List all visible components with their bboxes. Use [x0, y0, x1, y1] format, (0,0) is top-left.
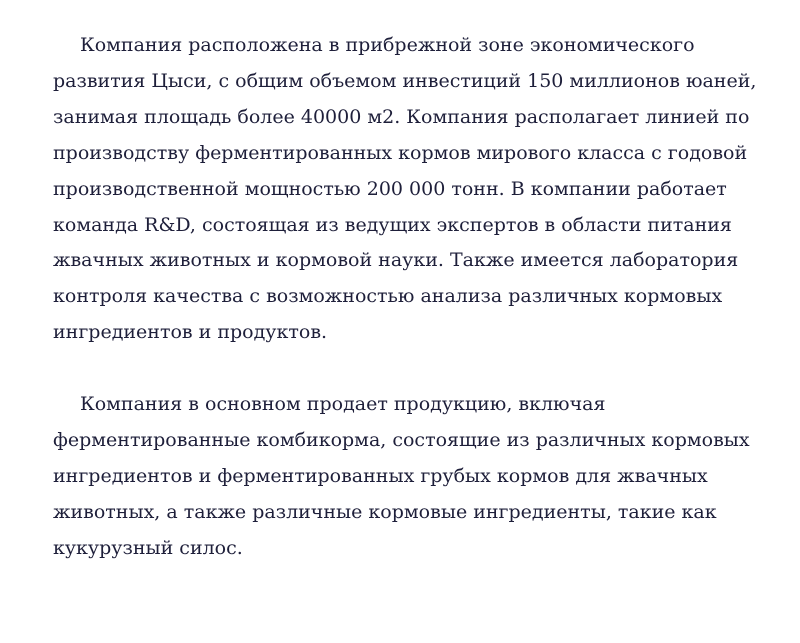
paragraph-company-overview: Компания расположена в прибрежной зоне экономического развития Цыси, с общим объемом инвестиций 150 миллионов юаней, занимая площадь более 40000 м2. Компания располагает линией по производству ферментированных кормов мирового класса с годовой производственной мощностью 200 000 тонн. В компании работает команда R&D, состоящая из ведущих экспертов в области питания жвачных животных и кормовой науки. Также имеется лаборатория контроля качества с возможностью анализа различных кормовых ингредиентов и продуктов.: [53, 34, 757, 344]
document-body: [53, 28, 765, 567]
paragraph-spacer: [53, 351, 765, 387]
paragraph-products: Компания в основном продает продукцию, включая ферментированные комбикорма, состоящие из различных кормовых ингредиентов и ферментированных грубых кормов для жвачных животных, а также различные кормовые ингредиенты, такие как кукурузный силос.: [53, 393, 750, 559]
